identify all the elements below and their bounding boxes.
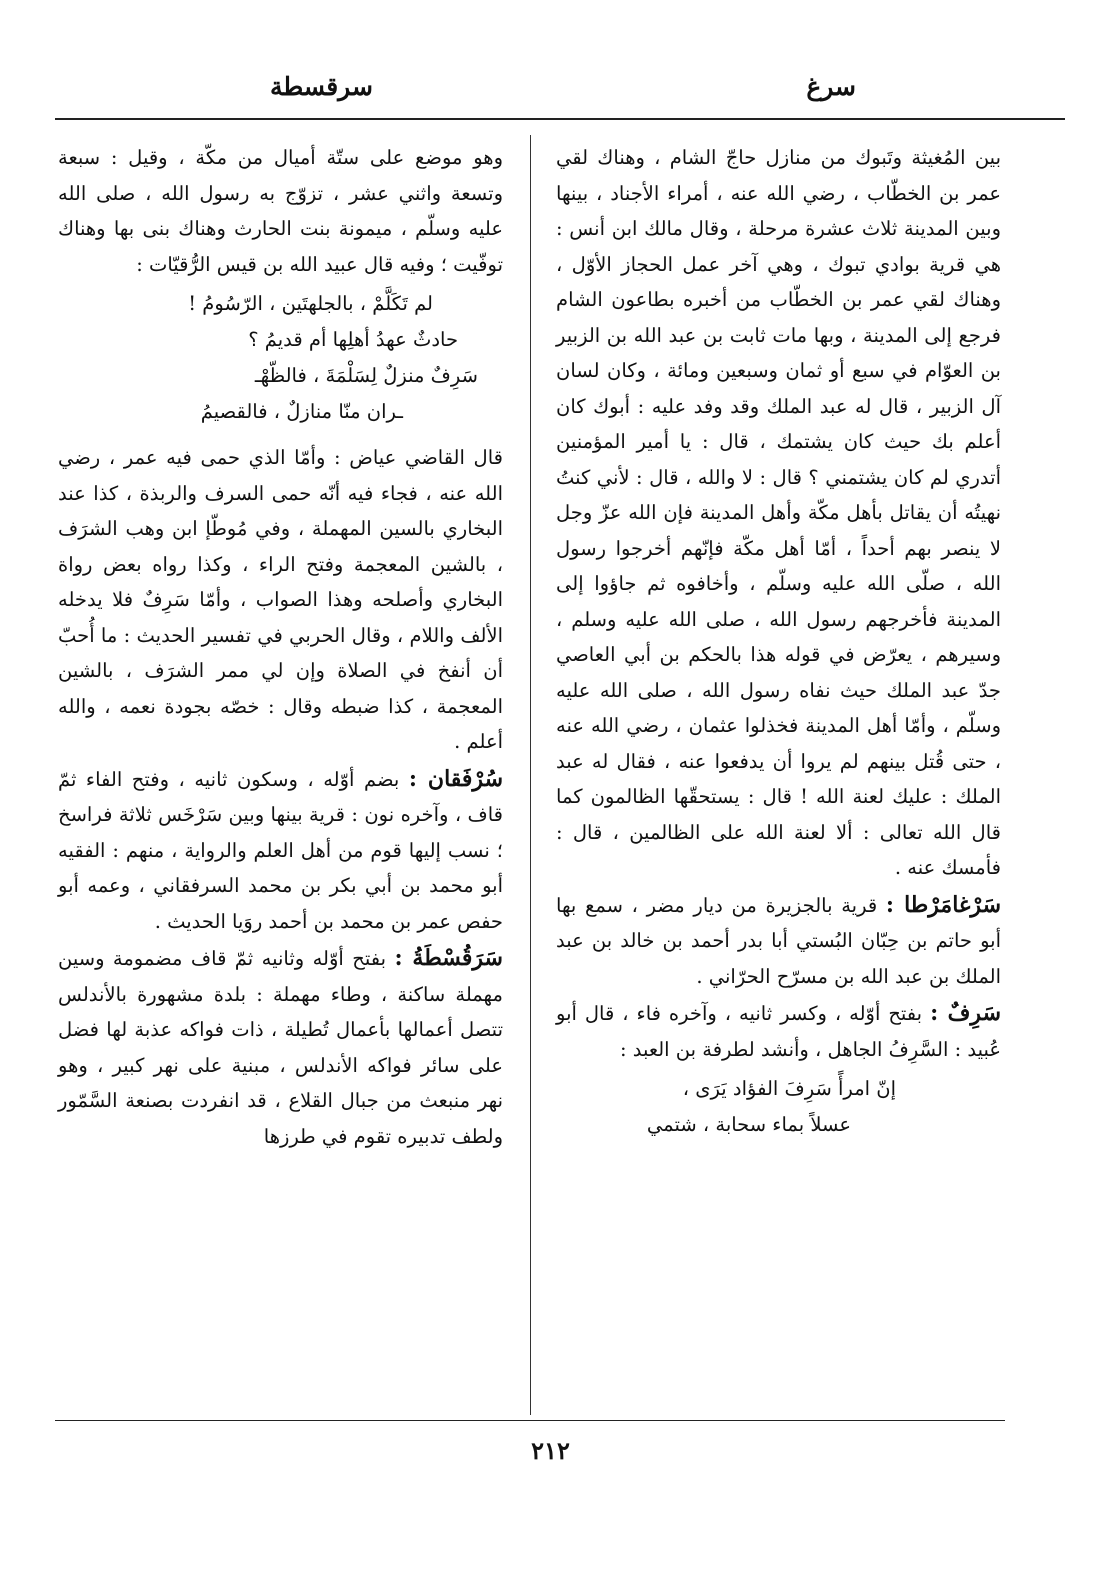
verse-line: إنّ امرأً سَرِفَ الفؤاد يَرَى ، xyxy=(682,1077,896,1100)
page-number: ٢١٢ xyxy=(531,1436,570,1465)
entry-text: بفتح أوّله وثانيه ثمّ قاف مضمومة وسين مهملة ساكنة ، وطاء مهملة : بلدة مشهورة بالأندلس تتصل أعمالها بأعمال تُطيلة ، ذات فواكه عذبة لها فضل على سائر فواكه الأندلس ، مبنية على نهر كبير ، وهو نهر منبعث من جبال القلاع ، قد انفردت بصنعة السَّمّور ولطف تدبيره تقوم في طرزها xyxy=(58,947,503,1148)
entry-text: قرية بالجزيرة من ديار مضر ، سمع بها أبو حاتم بن حِبّان البُستي أبا بدر أحمد بن خالد بن عبد الملك بن عبد الله بن مسرّح الحرّاني . xyxy=(556,893,1001,988)
entry-sarif xyxy=(556,996,1001,1067)
running-head-left: سرقسطة xyxy=(270,72,373,101)
entry-surfuqan xyxy=(58,762,503,940)
entry-headword: سُرْفَقان : xyxy=(408,765,504,792)
verse-line: حادثٌ عهدُ أهلِها أم قديمُ ؟ xyxy=(248,328,458,351)
entry-sarghamarta xyxy=(556,888,1001,995)
paragraph: قال القاضي عياض : وأمّا الذي حمى فيه عمر ، رضي الله عنه ، فجاء فيه أنّه حمى السرف والربذة ، كذا عند البخاري بالسين المهملة ، وفي مُوطّإ ابن وهب الشرَف ، بالشين المعجمة وفتح الراء ، وكذا رواه بعض رواة البخاري وأصلحه وهذا الصواب ، وأمّا سَرِفٌ فلا يدخله الألف واللام ، وقال الحربي في تفسير الحديث : ما أُحبّ أن أنفخ في الصلاة وإن لي ممر الشرَف ، بالشين المعجمة ، كذا ضبطه وقال : خصّه بجودة نعمه ، والله أعلم . xyxy=(58,446,503,753)
column-divider xyxy=(530,135,531,1415)
verse-block xyxy=(58,286,503,430)
header-rule xyxy=(55,118,1065,120)
entry-text: بضم أوّله ، وسكون ثانيه ، وفتح الفاء ثمّ قاف ، وآخره نون : قرية بينها وبين سَرْخَس ثلاثة فراسخ ؛ نسب إليها قوم من أهل العلم والرواية ، منهم : الفقيه أبو محمد بن أبي بكر بن محمد السرفقاني ، وعمه أبو حفص عمر بن محمد بن أحمد روَيا الحديث . xyxy=(58,767,503,933)
verse-line: عسلاً بماء سحابة ، شتمي xyxy=(646,1113,851,1136)
entry-headword: سَرَقُسْطَةُ : xyxy=(394,945,503,971)
running-head-right: سرغ xyxy=(806,72,856,101)
paragraph: بين المُغيثة وتَبوك من منازل حاجّ الشام ، وهناك لقي عمر بن الخطّاب ، رضي الله عنه ، أمراء الأجناد ، بينها وبين المدينة ثلاث عشرة مرحلة ، وقال مالك ابن أنس : هي قرية بوادي تبوك ، وهي آخر عمل الحجاز الأوّل ، وهناك لقي عمر بن الخطّاب من أخبره بطاعون الشام فرجع إلى المدينة ، وبها مات ثابت بن عبد الله بن الزبير بن العوّام في سبع أو ثمان وسبعين ومائة ، وكان لسان آل الزبير ، قال له عبد الملك وقد وفد عليه : أبوك كان أعلم بك حيث كان يشتمك ، قال : يا أمير المؤمنين أتدري لم كان يشتمني ؟ قال : لا والله ، قال : لأني كنتُ نهيتُه أن يقاتل بأهل مكّة وأهل المدينة فإن الله عزّ وجل لا ينصر بهم أحداً ، أمّا أهل مكّة فإنّهم أخرجوا رسول الله ، صلّى الله عليه وسلّم ، وأخافوه ثم جاؤوا إلى المدينة فأخرجهم رسول الله ، صلى الله عليه وسلم ، وسيرهم ، يعرّض في قوله هذا بالحكم بن أبي العاصي جدّ عبد الملك حيث نفاه رسول الله ، صلى الله عليه وسلّم ، وأمّا أهل المدينة فخذلوا عثمان ، رضي الله عنه ، حتى قُتل بينهم لم يروا أن يدفعوا عنه ، فقال له عبد الملك : عليك لعنة الله ! قال : يستحقّها الظالمون كما قال الله تعالى : ألا لعنة الله على الظالمين ، قال : فأمسك عنه . xyxy=(556,146,1001,879)
left-column xyxy=(58,140,503,1156)
verse-line: لم تَكَلَّمْ ، بالجلهتَين ، الرّسُومُ ! xyxy=(188,292,433,315)
entry-headword: سَرِفٌ : xyxy=(930,1000,1001,1026)
entry-saraqusta xyxy=(58,941,503,1154)
verse-line: سَرِفٌ منزلٌ لِسَلْمَةَ ، فالظّهْـ xyxy=(254,364,478,387)
paragraph: وهو موضع على ستّة أميال من مكّة ، وقيل : سبعة وتسعة واثني عشر ، تزوّج به رسول الله ، صلى الله عليه وسلّم ، ميمونة بنت الحارث وهناك بنى بها وهناك توفّيت ؛ وفيه قال عبيد الله بن قيس الرُّقيّات : xyxy=(58,146,503,276)
verse-line: ـران منّا منازلٌ ، فالقصيمُ xyxy=(200,400,403,423)
verse-block xyxy=(556,1071,1001,1143)
right-column xyxy=(556,140,1001,1153)
entry-headword: سَرْغامَرْطا : xyxy=(885,891,1002,918)
entry-text: بفتح أوّله ، وكسر ثانيه ، وآخره فاء ، قال أبو عُبيد : السَّرِفُ الجاهل ، وأنشد لطرفة بن العبد : xyxy=(556,1002,1001,1061)
footer-rule xyxy=(55,1420,1005,1421)
